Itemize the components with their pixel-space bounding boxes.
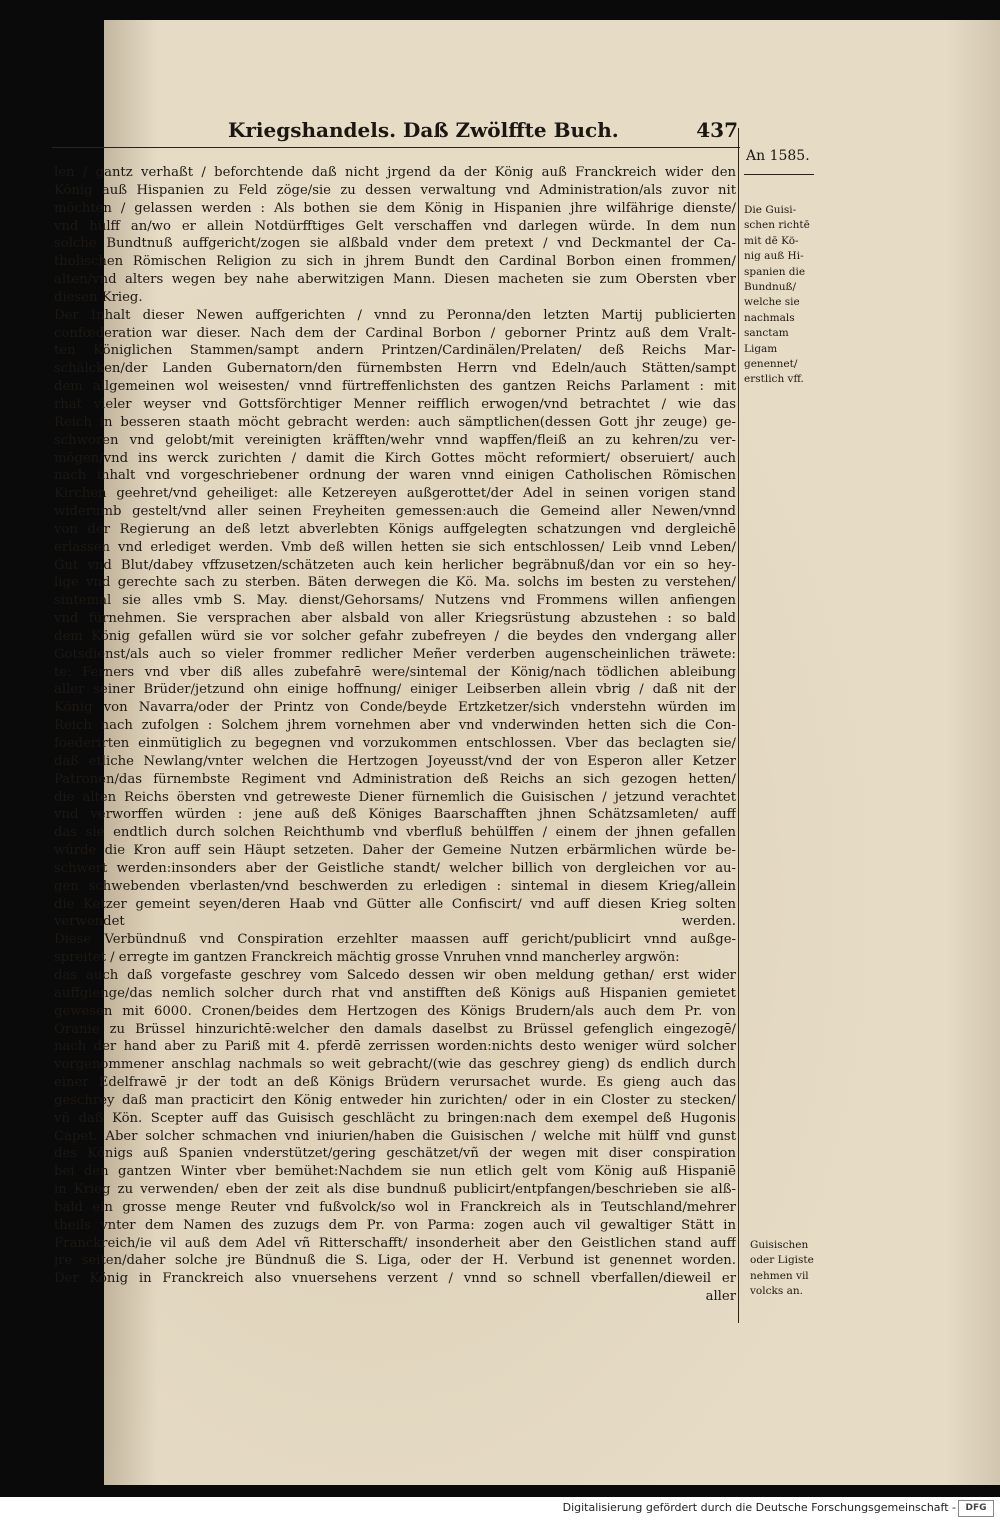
text-line: das auch daß vorgefaste geschrey vom Salcedo dessen wir oben meldung gethan/ erst wider [54,967,736,983]
text-line: würde die Kron auff sein Häupt setzeten. Daher der Gemeine Nutzen erbärmlichen würde be- [54,843,736,859]
margin-note-line: nachmals [744,311,795,324]
text-line: ten Königlichen Stammen/sampt andern Printzen/Cardinälen/Prelaten/ deß Reichs Mar- [54,343,736,359]
text-line: Franckreich/ie vil auß dem Adel vñ Ritterschafft/ insonderheit aber den Geistlichen stand auff [54,1235,736,1251]
text-line: vnd verworffen würden : jene auß deß Königes Baarschafften jhnen Schätzsamleten/ auff [54,807,736,823]
margin-note-line: Ligam [744,342,778,355]
text-line: dem König gefallen würd sie vor solcher gefahr zubefreyen / die beydes den vndergang aller [54,628,736,644]
text-line: rhat vieler weyser vnd Gottsförchtiger Menner reifflich erwogen/vnd betrachtet / wie das [54,396,736,412]
text-line: lige vnd gerechte sach zu sterben. Bäten derwegen die Kö. Ma. solchs im besten zu verstehen/ [54,575,736,591]
margin-note-line: Guisischen [750,1239,809,1251]
page-number: 437 [696,118,738,142]
text-line: len / gantz verhaßt / beforchtende daß nicht jrgend da der König auß Franckreich wider den [54,165,736,180]
text-line: Der Inhalt dieser Newen auffgerichten / vnnd zu Peronna/den letzten Martij publicierten [54,307,736,323]
margin-note-guise-league [744,203,816,388]
margin-note-line: erstlich vff. [744,373,804,386]
margin-note-line: oder Ligiste [750,1254,814,1267]
text-line: die alten Reichs öbersten vnd getreweste Diener fürnemlich die Guisischen / jetzund verachtet [54,789,736,805]
text-line: aller [705,1289,736,1305]
margin-note-line: schen richtē [744,219,810,232]
margin-note-line: sanctam [744,327,789,340]
margin-note-line: nig auß Hi- [744,250,804,263]
text-line: schälcken/der Landen Gubernatorn/den fürnembsten Herrn vnd Edeln/auch Stätten/sampt [54,361,736,377]
text-line: von der Regierung an deß letzt abverlebten Königs auffgelegten schatzungen vnd dergleichē [54,521,736,537]
text-line: mögen/vnd ins werck zurichten / damit die Kirch Gottes möcht reformiert/ obseruiert/ auch [54,450,736,466]
text-line: möchten / gelassen werden : Als bothen sie dem König in Hispanien jhre wilfährige dienste/ [54,200,736,216]
text-line: auffgienge/das nemlich solcher durch rhat vnd anstifften deß Königs auß Hispanien gemietet [54,985,736,1001]
text-line: Capet. Aber solcher schmachen vnd iniurien/haben die Guisischen / welche mit hülff vnd gunst [54,1128,736,1144]
text-line: daß etliche Newlang/vnter welchen die Hertzogen Joyeusst/vnd der von Esperon aller Ketzer [54,753,736,769]
text-line: des Königs auß Spanien vnderstützet/gering geschätzet/vñ der wegen mit diser conspiration [54,1146,736,1162]
running-title: Kriegshandels. Daß Zwölffte Buch. [228,118,619,142]
text-line: schworen vnd gelobt/mit vereinigten kräfften/wehr vnnd wapffen/fleiß an zu kehren/zu ver- [54,432,736,448]
text-line: Patronen/das fürnembste Regiment vnd Administration deß Reichs an sich gezogen hetten/ [54,771,736,787]
text-line: diesen Krieg. [54,289,143,305]
text-line: Der König in Franckreich also vnuersehens verzent / vnnd so schnell vberfallen/dieweil er [54,1271,736,1287]
text-line: Reich in besseren staath möcht gebracht werden: auch sämptlichen(dessen Gott jhr zeuge) ge- [54,414,736,430]
text-line: verwendet werden. [54,914,736,930]
text-line: nach der hand aber zu Pariß mit 4. pferdē zerrissen worden:nichts desto weniger würd solcher [54,1039,736,1055]
text-line: te: Ferners vnd vber diß alles zubefahrē were/sintemal der König/nach tödlichen ableibung [54,664,736,680]
margin-note-line: nehmen vil [750,1269,809,1282]
year-note: An 1585. [746,148,810,164]
text-line: König von Navarra/oder der Printz von Conde/beyde Ertzketzer/sich vnderstehn würden im [54,700,736,716]
text-line: gewesen mit 6000. Cronen/beides dem Hertzogen des Königs Brudern/als auch dem Pr. von [54,1003,736,1019]
margin-note-line: welche sie [744,296,800,309]
footer-credit: Digitalisierung gefördert durch die Deutsche Forschungsgemeinschaft - [562,1501,956,1514]
text-line: geschrey daß man practicirt den König entweder hin zurichten/ oder in ein Closter zu stecken/ [54,1092,736,1108]
margin-note-line: Die Guisi- [744,204,797,216]
text-line: vñ daß Kön. Scepter auff das Guisisch geschlächt zu bringen:nach dem exempel deß Hugonis [54,1110,736,1126]
margin-note-line: mit dē Kö- [744,234,799,247]
text-line: aller seiner Brüder/jetzund ohn einige hoffnung/ einiger Leibserben allein vbrig / daß nit der [54,682,736,698]
text-line: vnd fürnehmen. Sie versprachen aber alsbald von aller Kriegsrüstung abzustehen : so bald [54,611,736,627]
text-line: vorgenommener anschlag nachmals so weit gebracht/(wie das geschrey gieng) ds endlich durch [54,1057,736,1073]
year-rule [744,174,814,175]
text-line: Gut vnd Blut/dabey vffzusetzen/schätzeten auch kein herlicher begräbnuß/dan vor ein so hey- [54,557,736,573]
text-line: tholischen Römischen Religion zu sich in jhrem Bundt den Cardinal Borbon einen frommen/ [54,254,736,270]
text-line: das sie endtlich durch solchen Reichthumb vnd vberfluß behülffen / einem der jhnen gefallen [54,825,736,841]
text-line: König auß Hispanien zu Feld zöge/sie zu dessen verwaltung vnd Administration/als zuvor nit [54,182,736,198]
text-line: einer Edelfrawē jr der todt an deß Königs Brüdern verursachet wurde. Es gieng auch das [54,1075,736,1091]
text-line: jre seiten/daher solche jre Bündnuß die S. Liga, oder der H. Verbund ist genennet worden. [54,1253,736,1269]
text-line: gen schwebenden vberlasten/vnd beschwerden zu erledigen : sintemal in diesem Krieg/allein [54,878,736,894]
margin-note-line: spanien die [744,265,806,278]
body-text [54,164,736,1306]
text-line: nach inhalt vnd vorgeschriebener ordnung der waren vnnd einigen Catholischen Römischen [54,468,736,484]
text-line: bald ein grosse menge Reuter vnd fußvolck/so wol in Franckreich als in Teutschland/mehrer [54,1199,736,1215]
text-line: in Krieg zu verwenden/ eben der zeit als dise bundnuß publicirt/entpfangen/beschrieben sie alß- [54,1182,736,1198]
text-line: Reich nach zufolgen : Solchem jhrem vornehmen aber vnd vnderwinden hetten sich die Con- [54,718,736,734]
text-line: vnd hülff an/wo er allein Notdürfftiges Gelt verschaffen vnd darlegen würde. In dem nun [54,218,736,234]
margin-note-line: Bundnuß/ [744,281,797,294]
text-line: Diese Verbündnuß vnd Conspiration erzehlter maassen auff gericht/publicirt vnnd außge- [54,932,736,948]
text-line: Gotsdienst/als auch so vieler frommer redlicher Meñer verderben augenscheinlichen träwete: [54,646,736,662]
text-line: alten/vnd alters wegen bey nahe aberwitzigen Mann. Diesen macheten sie zum Obersten vber [54,272,736,288]
margin-column-rule [738,128,739,1323]
margin-note-guise-troops [750,1238,820,1300]
running-header [228,118,738,148]
text-line: dem allgemeinen wol weisesten/ vnnd fürtreffenlichsten des gantzen Reichs Parlament : mit [54,379,736,395]
text-line: confœderation war dieser. Nach dem der Cardinal Borbon / geborner Printz auß dem Vralt- [54,325,736,341]
dfg-logo-icon: DFG [958,1500,994,1517]
text-line: Kirchen geehret/vnd geheiliget: alle Ketzereyen außgerottet/der Adel in seinen vorigen stand [54,486,736,502]
header-rule [52,147,740,148]
text-line: spreitet / erregte im gantzen Franckreich mächtig grosse Vnruhen vnnd mancherley argwön: [54,950,680,966]
text-line: theils vnter dem Namen des zuzugs dem Pr. von Parma: zogen auch vil gewaltiger Stätt in [54,1217,736,1233]
text-line: widerumb gestelt/vnd aller seinen Freyheiten gemessen:auch die Gemeind aller Newen/vnnd [54,504,736,520]
text-line: Oranie zu Brüssel hinzurichtē:welcher den damals daselbst zu Brüssel gefenglich eingezogē/ [54,1021,736,1037]
text-line: bei den gantzen Winter vber bemühet:Nachdem sie nun etlich gelt vom König auß Hispaniē [54,1164,736,1180]
text-line: foederirten einmütiglich zu begegnen vnd vorzukommen entschlossen. Vber das beclagten sie/ [54,736,736,751]
margin-note-line: volcks an. [750,1285,803,1298]
text-line: erlassen vnd erlediget werden. Vmb deß willen hetten sie sich entschlossen/ Leib vnnd Leben/ [54,539,736,555]
text-line: sintemal sie alles vmb S. May. dienst/Gehorsams/ Nutzens vnd Frommens willen anfiengen [54,593,736,609]
text-line: die Ketzer gemeint seyen/deren Haab vnd Gütter alle Confiscirt/ vnd auff diesen Krieg solten [54,896,736,912]
text-line: solche Bundtnuß auffgericht/zogen sie alßbald vnder dem pretext / vnd Deckmantel der Ca- [54,236,736,252]
margin-note-line: genennet/ [744,358,798,371]
text-line: schwert werden:insonders aber der Geistliche standt/ welcher billich von dergleichen vor au- [54,860,736,876]
